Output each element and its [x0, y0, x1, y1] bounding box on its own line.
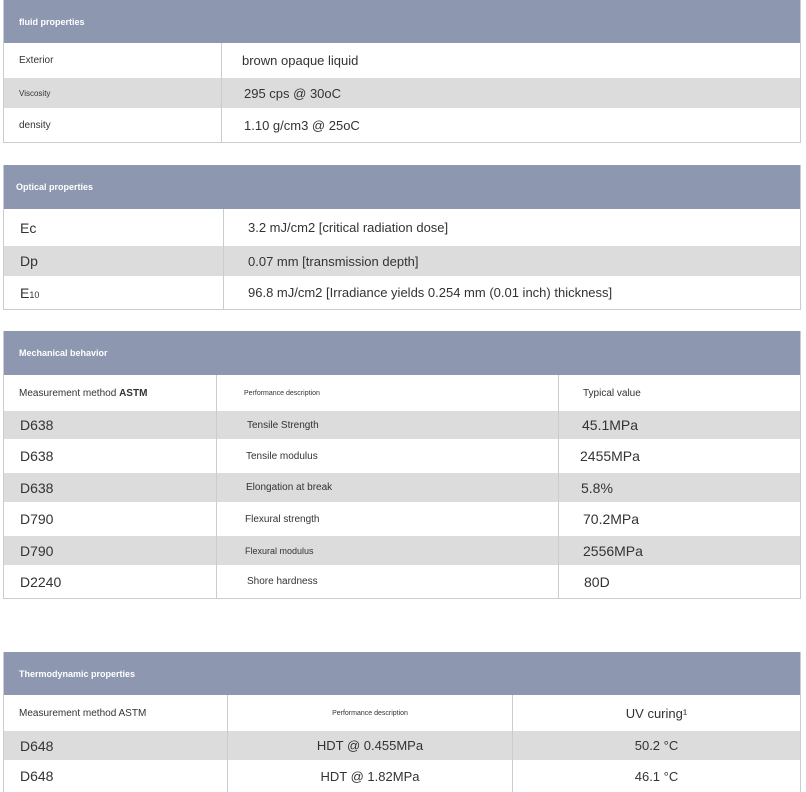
e10-label-subscript: 10 [29, 289, 40, 300]
description-cell: HDT @ 0.455MPa [227, 731, 512, 760]
fluid-properties-table [3, 0, 801, 143]
table-row [4, 731, 800, 760]
mechanical-behavior-title: Mechanical behavior [19, 348, 108, 358]
column-header-method: Measurement method ASTM [19, 707, 147, 719]
value-cell: 80D [558, 565, 800, 598]
table-row [4, 108, 800, 142]
value-cell: 2556MPa [558, 536, 800, 565]
table-header-row [4, 375, 800, 411]
thermodynamic-properties-table [3, 652, 801, 792]
row-value: 96.8 mJ/cm2 [Irradiance yields 0.254 mm (0.01 inch) thickness] [223, 276, 800, 309]
table-row [4, 502, 800, 536]
row-label: Ec [20, 219, 37, 236]
optical-properties-table [3, 165, 801, 310]
row-value: 0.07 mm [transmission depth] [223, 246, 800, 276]
mechanical-behavior-table [3, 331, 801, 599]
method-cell: D648 [20, 737, 54, 754]
description-cell: Tensile modulus [216, 439, 558, 473]
value-cell: 5.8% [558, 473, 800, 502]
value-cell: 2455MPa [558, 439, 800, 473]
column-header-description: Performance description [216, 375, 558, 411]
value-cell: 46.1 °C [512, 760, 800, 792]
row-label [4, 276, 223, 309]
description-cell: Tensile Strength [216, 411, 558, 439]
table-row [4, 760, 800, 792]
thermodynamic-properties-title: Thermodynamic properties [19, 668, 136, 679]
row-value: 3.2 mJ/cm2 [critical radiation dose] [223, 209, 800, 246]
column-header-method: Measurement method ASTM [19, 387, 148, 399]
row-value: brown opaque liquid [221, 43, 800, 78]
table-row [4, 246, 800, 276]
value-cell: 70.2MPa [558, 502, 800, 536]
method-cell: D638 [20, 448, 54, 464]
column-header-value: UV curing¹ [512, 695, 800, 731]
row-label: Viscosity [19, 88, 51, 98]
table-row [4, 473, 800, 502]
table-row [4, 536, 800, 565]
table-row [4, 565, 800, 598]
row-value: 1.10 g/cm3 @ 25oC [221, 108, 800, 142]
fluid-properties-title: fluid properties [19, 16, 85, 27]
method-cell: D790 [20, 542, 54, 559]
e10-label-main: E [20, 284, 30, 301]
description-cell: HDT @ 1.82MPa [227, 760, 512, 792]
description-cell: Flexural modulus [216, 536, 558, 565]
table-row [4, 43, 800, 78]
fluid-properties-header [4, 0, 800, 43]
method-cell: D2240 [20, 573, 62, 590]
table-row [4, 411, 800, 439]
column-header-description: Performance description [227, 695, 512, 731]
table-row [4, 276, 800, 309]
value-cell: 45.1MPa [558, 411, 800, 439]
description-cell: Shore hardness [216, 565, 558, 598]
description-cell: Elongation at break [216, 473, 558, 502]
row-label: Exterior [19, 55, 54, 66]
value-cell: 50.2 °C [512, 731, 800, 760]
mechanical-behavior-header [4, 331, 800, 375]
method-cell: D790 [20, 511, 54, 527]
row-label: Dp [20, 253, 38, 269]
method-cell: D638 [20, 479, 54, 496]
thermodynamic-properties-header [4, 652, 800, 695]
optical-properties-header [4, 165, 800, 209]
method-cell: D648 [20, 768, 54, 784]
method-cell: D638 [20, 417, 54, 433]
table-header-row [4, 695, 800, 731]
column-header-value: Typical value [558, 375, 800, 411]
description-cell: Flexural strength [216, 502, 558, 536]
row-value: 295 cps @ 30oC [221, 78, 800, 108]
row-label: density [19, 119, 51, 131]
table-row [4, 78, 800, 108]
optical-properties-title: Optical properties [16, 182, 94, 192]
table-row [4, 439, 800, 473]
table-row [4, 209, 800, 246]
